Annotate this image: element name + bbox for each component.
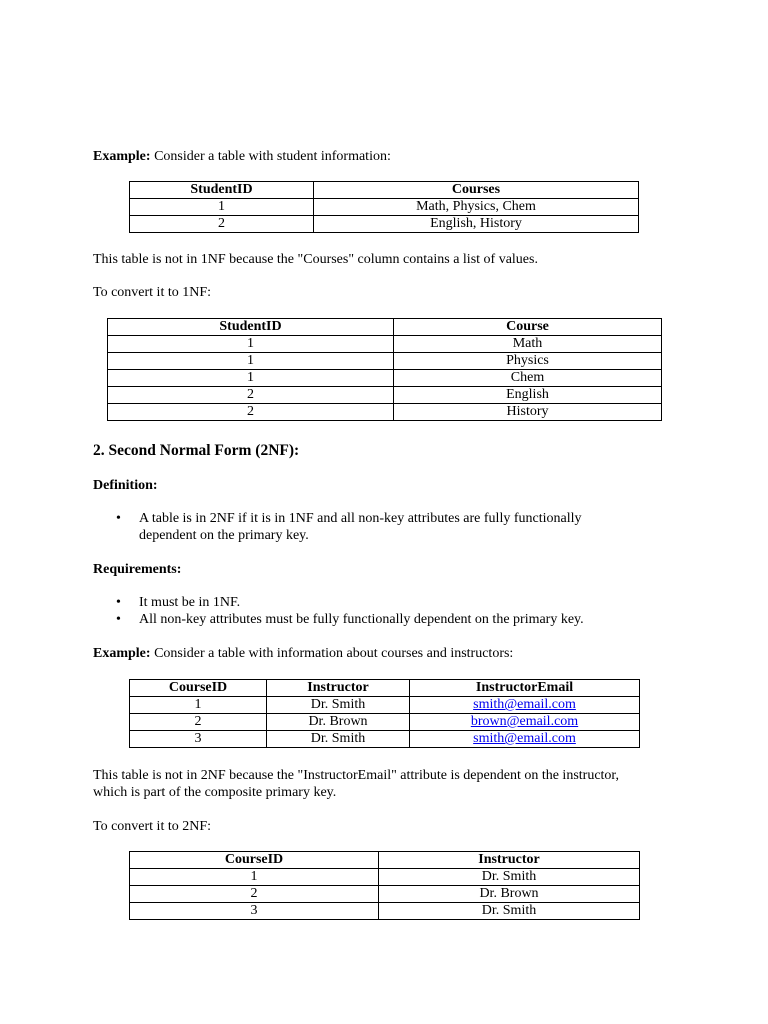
section-heading-2nf: 2. Second Normal Form (2NF): <box>93 442 300 459</box>
table-cell: 3 <box>130 903 379 920</box>
table-cell: 2 <box>130 216 314 233</box>
table-header-cell: Instructor <box>379 852 640 869</box>
table-cell: English, History <box>314 216 639 233</box>
example-label: Example: <box>93 646 151 661</box>
table-header-row <box>130 852 640 869</box>
table-cell: 1 <box>108 353 394 370</box>
table-cell: 1 <box>130 697 267 714</box>
table-header-row <box>130 182 639 199</box>
example-1-line <box>93 148 391 165</box>
table-row <box>130 869 640 886</box>
table-header-cell: Instructor <box>267 680 410 697</box>
bullet-icon: • <box>116 612 121 627</box>
table-row <box>108 353 662 370</box>
course-instructor-email-table <box>129 679 640 748</box>
table-cell <box>410 731 640 748</box>
definition-bullet-text: A table is in 2NF if it is in 1NF and all non-key attributes are fully functionally dependent on the primary key. <box>139 511 582 543</box>
table-cell: 1 <box>108 370 394 387</box>
table-cell <box>410 697 640 714</box>
table-header-cell: CourseID <box>130 680 267 697</box>
bullet-icon: • <box>116 511 121 526</box>
example-label: Example: <box>93 149 151 164</box>
table-cell: Math <box>394 336 662 353</box>
example-text: Consider a table with information about courses and instructors: <box>154 646 514 661</box>
table-cell: Dr. Smith <box>379 869 640 886</box>
email-link[interactable]: smith@email.com <box>473 697 576 712</box>
bullet-icon: • <box>116 595 121 610</box>
table-cell: Dr. Brown <box>267 714 410 731</box>
table-row <box>130 216 639 233</box>
requirement-bullet-text: All non-key attributes must be fully functionally dependent on the primary key. <box>139 612 584 627</box>
paragraph-convert-2nf: To convert it to 2NF: <box>93 819 212 834</box>
table-cell: Dr. Brown <box>379 886 640 903</box>
table-cell: 2 <box>130 714 267 731</box>
table-header-cell: CourseID <box>130 852 379 869</box>
table-header-cell: InstructorEmail <box>410 680 640 697</box>
table-cell <box>410 714 640 731</box>
table-cell: 2 <box>108 404 394 421</box>
example-2-line <box>93 645 513 662</box>
table-row <box>130 714 640 731</box>
student-courses-table <box>129 181 639 233</box>
table-cell: Dr. Smith <box>267 697 410 714</box>
table-cell: Dr. Smith <box>267 731 410 748</box>
table-cell: Dr. Smith <box>379 903 640 920</box>
requirement-bullet-text: It must be in 1NF. <box>139 595 241 610</box>
table-row <box>108 370 662 387</box>
table-header-cell: Courses <box>314 182 639 199</box>
student-course-1nf-table <box>107 318 662 421</box>
table-row <box>130 199 639 216</box>
definition-label: Definition: <box>93 478 158 493</box>
email-link[interactable]: brown@email.com <box>470 714 579 729</box>
table-cell: 2 <box>108 387 394 404</box>
table-row <box>130 697 640 714</box>
paragraph-convert-1nf: To convert it to 1NF: <box>93 285 212 300</box>
email-link[interactable]: smith@email.com <box>473 731 576 746</box>
table-row <box>108 387 662 404</box>
table-header-cell: StudentID <box>130 182 314 199</box>
table-row <box>130 903 640 920</box>
table-header-cell: StudentID <box>108 319 394 336</box>
table-header-row <box>108 319 662 336</box>
table-cell: Math, Physics, Chem <box>314 199 639 216</box>
table-cell: Physics <box>394 353 662 370</box>
table-row <box>108 404 662 421</box>
table-row <box>130 886 640 903</box>
table-cell: English <box>394 387 662 404</box>
requirements-label: Requirements: <box>93 562 182 577</box>
table-cell: 1 <box>130 869 379 886</box>
example-text: Consider a table with student information: <box>154 149 391 164</box>
table-header-cell: Course <box>394 319 662 336</box>
table-cell: 1 <box>130 199 314 216</box>
table-cell: Chem <box>394 370 662 387</box>
paragraph-not-1nf: This table is not in 1NF because the "Courses" column contains a list of values. <box>93 252 538 267</box>
paragraph-not-2nf: This table is not in 2NF because the "InstructorEmail" attribute is dependent on the instructor, which is part of the composite primary key. <box>93 768 620 800</box>
table-header-row <box>130 680 640 697</box>
table-cell: History <box>394 404 662 421</box>
table-cell: 1 <box>108 336 394 353</box>
table-cell: 2 <box>130 886 379 903</box>
course-instructor-2nf-table <box>129 851 640 920</box>
table-cell: 3 <box>130 731 267 748</box>
table-row <box>108 336 662 353</box>
table-row <box>130 731 640 748</box>
